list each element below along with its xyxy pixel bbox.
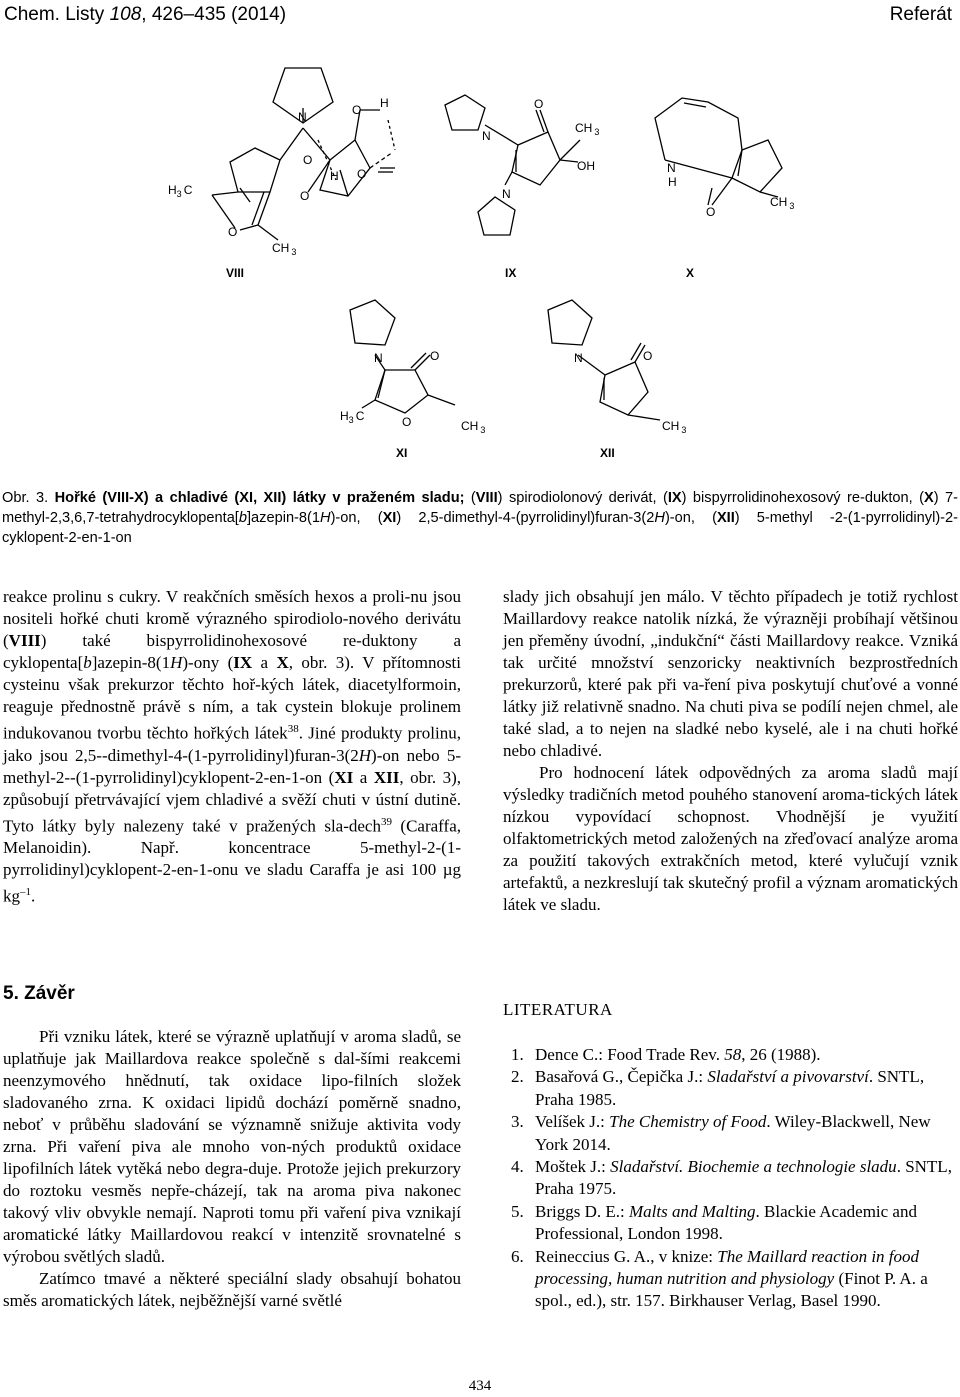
atom-label: CH $_3$: [575, 121, 600, 137]
atom-label: OH: [577, 159, 595, 173]
atom-label: N: [374, 351, 383, 365]
references-heading: LITERATURA: [503, 1000, 613, 1019]
atom-label: O: [534, 97, 544, 111]
atom-label: CH $_3$: [272, 241, 297, 257]
atom-label: O: [430, 349, 440, 363]
atom-label: N: [298, 110, 307, 124]
page-number: 434: [468, 1378, 492, 1394]
reference-item: 1. Dence C.: Food Trade Rev. 58, 26 (1988).: [511, 1045, 821, 1064]
structure-x-labels: [667, 161, 794, 219]
atom-label: H: [668, 175, 677, 189]
atom-label: H: [380, 96, 389, 110]
atom-label: N: [482, 129, 491, 143]
atom-label: O: [303, 153, 313, 167]
atom-label: O: [643, 349, 653, 363]
atom-label: N: [574, 351, 583, 365]
atom-label: O: [402, 415, 412, 429]
right-column-text: [503, 586, 958, 916]
journal-volume: 108: [109, 4, 142, 25]
structure-viii-labels: [168, 96, 389, 257]
atom-label: CH $_3$: [770, 195, 795, 211]
atom-label: $H_3$ C: [340, 409, 365, 425]
body-paragraph-proline: reakce prolinu s cukry. V reakčních směsích hexos a proli-nu jsou nositeli hořké chuti kromě výrazného spirodiolo-nového derivátu (VIII) také bispyrrolidinohexosové re-duktony a cyklopenta[b]azepin-8(1H)-ony (IX a X, obr. 3). V přítomnosti cysteinu však prekurzor těchto hoř-kých látek, diacetylformoin, reaguje přednostně právě s ním, a tak cystein blokuje prolinem indukovanou tvorbu těchto hořkých látek$^{38}$. Jiné produkty prolinu, jako jsou 2,5--dimethyl-4-(1-pyrrolidinyl)furan-3(2H)-on nebo 5-methyl-2--(1-pyrrolidinyl)cyklopent-2-en-1-on (XI a XII, obr. 3), způsobují přetrvávající vjem chladivé a svěží chuti v ústní dutině. Tyto látky byly nalezeny také v pražených sla-dech$^{39}$ (Caraffa, Melanoidin). Např. koncentrace 5-methyl-2-(1-pyrrolidinyl)cyklopent-2-en-1-onu ve sladu Caraffa je asi 100 µg $kg^{-1}$.: [3, 587, 462, 906]
atom-label: H: [330, 169, 339, 183]
figure-caption: Obr. 3. Hořké (VIII-X) a chladivé (XI, XII) látky v praženém sladu; (VIII) spirodiolonový derivát, (IX) bispyrrolidinohexosový re-dukton, (X) 7-methyl-2,3,6,7-tetrahydrocyklopenta[b]azepin-8(1H)-on, (XI) 2,5-dimethyl-4-(pyrrolidinyl)furan-3(2H)-on, (XII) 5-methyl -2-(1-pyrrolidinyl)-2-cyklopent-2-en-1-on: [2, 490, 959, 546]
right-paragraph-2: Pro hodnocení látek odpovědných za aroma sladů mají výsledky tradičních metod pouhého stanovení aroma-tických látek nízkou vypovídací schopnost. Vhodnější je využití olfaktometrických metod založených na zřeďovací analýze aroma za použití takových extrakčních metod, které vylučují vznik artefaktů, a nezkreslují tak skutečný profil a význam aromatických látek ve sladu.: [503, 763, 958, 914]
compound-label-ix: IX: [505, 266, 517, 280]
compound-label-xii: XII: [600, 446, 615, 460]
atom-label: O: [357, 167, 367, 181]
atom-label: O: [228, 225, 238, 239]
atom-label: CH $_3$: [662, 419, 687, 435]
chemical-structures-figure: [0, 40, 960, 480]
reference-item: 2. Basařová G., Čepička J.: Sladаřství a pivovarství. SNTL, Praha 1985.: [511, 1067, 925, 1109]
references-list: [503, 1044, 958, 1313]
reference-item: 6. Reineccius G. A., v knize: The Maillard reaction in food processing, human nutrition and physiology (Finot P. A. a spol., ed.), str. 157. Birkhauser Verlag, Basel 1990.: [511, 1246, 928, 1311]
section-heading-zaver: 5. Závěr: [3, 983, 75, 1004]
conclusion-text: [3, 1026, 461, 1312]
running-header-section: Referát: [889, 4, 952, 25]
atom-label: N: [667, 161, 676, 175]
compound-label-viii: VIII: [226, 266, 245, 280]
running-header-citation: [4, 4, 286, 26]
caption-title: Hořké (VIII-X) a chladivé (XI, XII) látky v praženém sladu;: [54, 490, 465, 506]
structure-ix: [445, 95, 580, 235]
reference-item: 5. Briggs D. E.: Malts and Malting. Blackie Academic and Professional, London 1998.: [511, 1201, 917, 1244]
structure-xi-labels: [340, 349, 485, 435]
journal-pages: , 426–435 (2014): [141, 4, 287, 25]
atom-label: O: [706, 205, 716, 219]
reference-item: 3. Velíšek J.: The Chemistry of Food. Wiley-Blackwell, New York 2014.: [511, 1112, 931, 1154]
atom-label: O: [300, 189, 310, 203]
journal-name: Chem. Listy: [4, 4, 110, 25]
atom-label: CH $_3$: [461, 419, 486, 435]
atom-label: O: [352, 103, 362, 117]
caption-label: Obr. 3.: [2, 490, 55, 506]
compound-labels: [226, 266, 694, 460]
conclusion-paragraph-1: Při vzniku látek, které se výrazně uplatňují v aroma sladů, se uplatňuje jak Maillardova reakce společně s dal-šími reakcemi neenzymového hnědnutí, tak oxidace lipo-filních složek sladovaného zrna. K oxidaci lipidů dochází poměrně snadno, neboť v průběhu sladování se významně snižuje aktivita vody zrna. Při vaření piva ale mnoho von-ných produktů oxidace lipofilních látek vytěká nebo degra-duje. Protože jejich prekurzory do roztoku vesměs nepře-cházejí, tak na aroma piva nakonec takový vliv obvykle nemají. Naproti tomu při vaření piva vznikají aromatické látky Maillardovou reakcí v intenzitě srovnatelné s výrobou světlých sladů.: [3, 1027, 461, 1266]
compound-label-x: X: [686, 266, 695, 280]
right-paragraph-1: slady jich obsahují jen málo. V těchto případech je totiž rychlost Maillardovy reakce natolik nízká, že výrazněji probíhají většinou jen přeměny úvodní, „indukční“ části Maillardovy reakce. Vzniká tak určité množství senzoricky neaktivních bezprostředních prekurzorů, které pak při va-ření piva poskytují chuťové a vonné látky již relativně snadno. Na chuti piva se podílí nejen chmel, ale také slad, a to nejen na sladké nebo kyselé, ale i na chuti hořké nebo chladivé.: [503, 587, 958, 760]
conclusion-paragraph-2: Zatímco tmavé a některé speciální slady obsahují bohatou směs aromatických látek, nejběžnější varné světlé: [3, 1269, 461, 1310]
structure-xii-labels: [574, 349, 686, 435]
atom-label: $H_3$ C: [168, 183, 193, 199]
atom-label: N: [502, 187, 511, 201]
compound-label-xi: XI: [396, 446, 408, 460]
reference-item: 4. Moštek J.: Sladаřství. Biochemie a technologie sladu. SNTL, Praha 1975.: [511, 1157, 952, 1199]
